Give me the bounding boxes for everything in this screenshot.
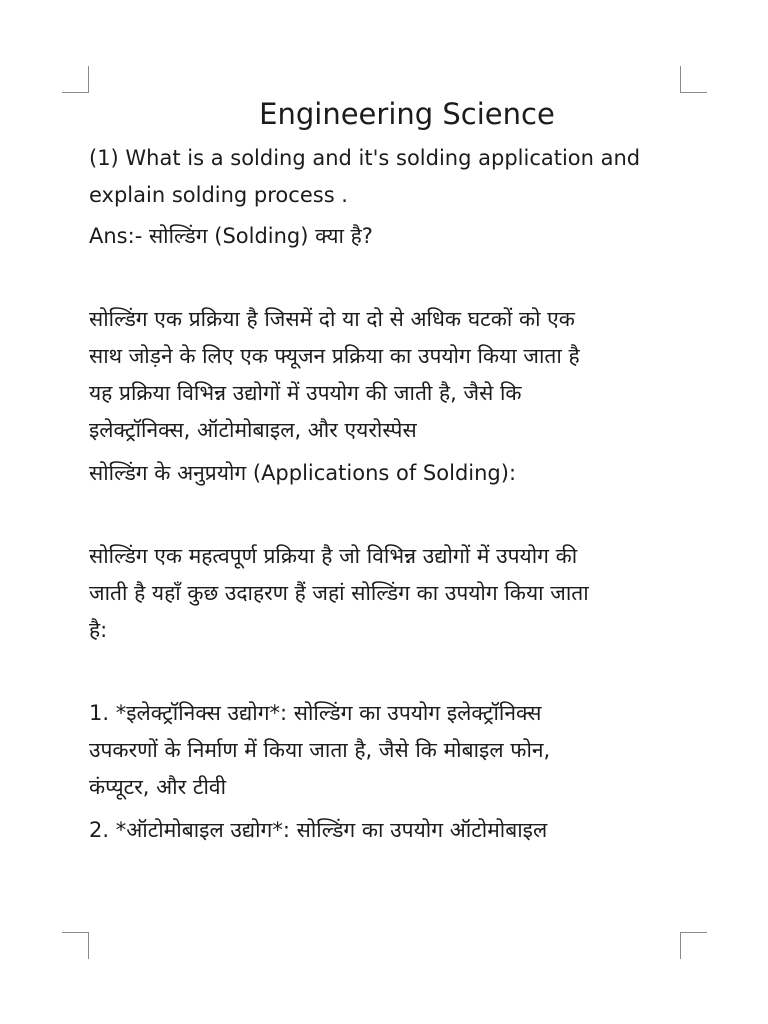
applications-heading: सोल्डिंग के अनुप्रयोग (Applications of Solding):	[89, 461, 517, 485]
paragraph-applications-intro: सोल्डिंग एक महत्वपूर्ण प्रक्रिया है जो विभिन्न उद्योगों में उपयोग की जाती है यहाँ कुछ उदाहरण हैं जहां सोल्डिंग का उपयोग किया जाता है:	[89, 544, 589, 642]
crop-mark-top-right	[680, 66, 707, 93]
crop-mark-top-left	[62, 66, 89, 93]
paragraph-definition: सोल्डिंग एक प्रक्रिया है जिसमें दो या दो से अधिक घटकों को एक साथ जोड़ने के लिए एक फ्यूजन प्रक्रिया का उपयोग किया जाता है यह प्रक्रिया विभिन्न उद्योगों में उपयोग की जाती है, जैसे कि इलेक्ट्रॉनिक्स, ऑटोमोबाइल, और एयरोस्पेस	[89, 307, 580, 442]
document-title: Engineering Science	[259, 97, 555, 131]
list-item-automobile: 2. *ऑटोमोबाइल उद्योग*: सोल्डिंग का उपयोग ऑटोमोबाइल	[89, 818, 548, 842]
list-item-electronics: 1. *इलेक्ट्रॉनिक्स उद्योग*: सोल्डिंग का उपयोग इलेक्ट्रॉनिक्स उपकरणों के निर्माण में किया जाता है, जैसे कि मोबाइल फोन, कंप्यूटर, और टीवी	[89, 701, 551, 799]
document-body	[89, 94, 681, 849]
question-text: (1) What is a solding and it's solding application and explain solding process .	[89, 146, 641, 207]
crop-mark-bottom-left	[62, 932, 89, 959]
crop-mark-bottom-right	[680, 932, 707, 959]
answer-heading: Ans:- सोल्डिंग (Solding) क्या है?	[89, 224, 373, 248]
